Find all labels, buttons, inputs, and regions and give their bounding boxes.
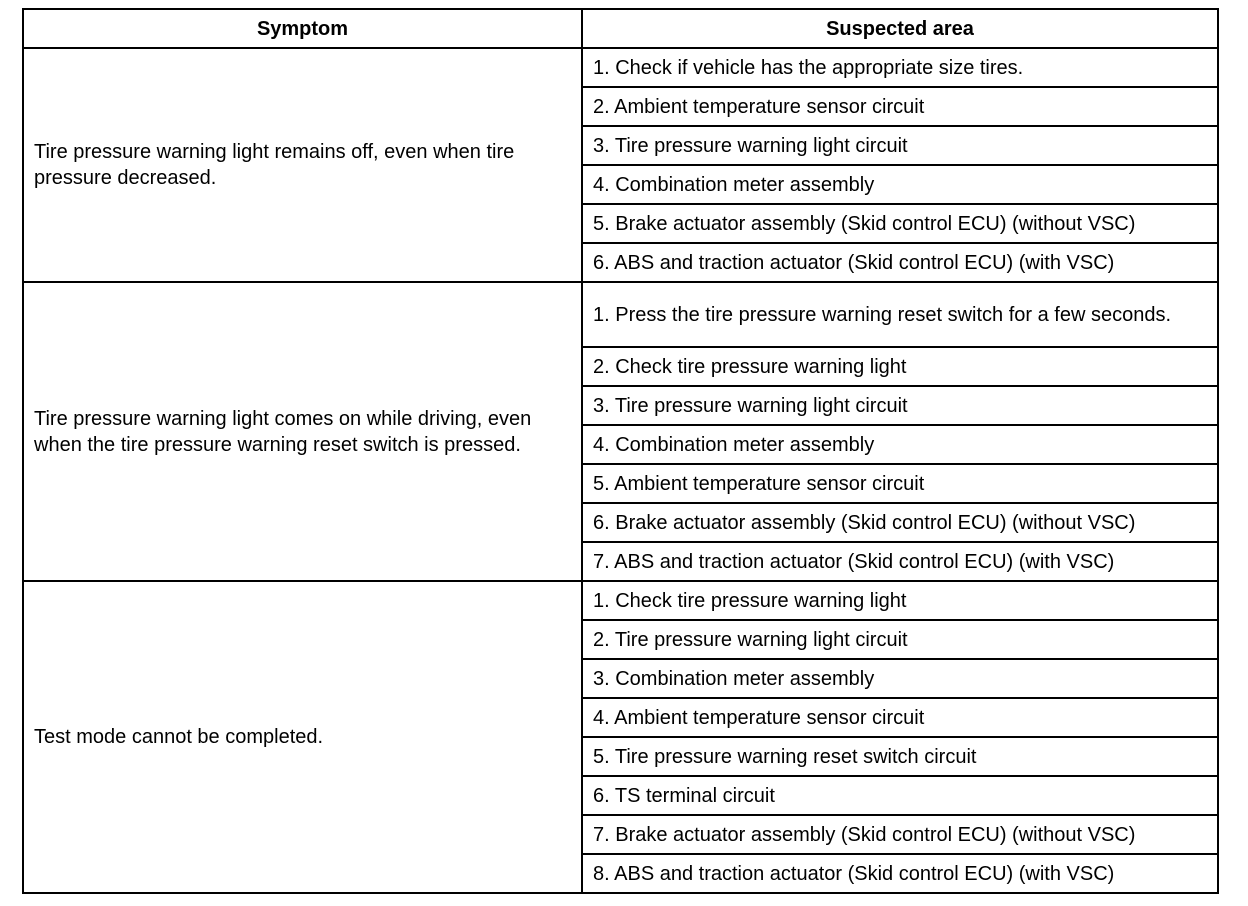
suspected-area-cell: 3. Tire pressure warning light circuit xyxy=(582,126,1218,165)
suspected-area-cell: 1. Check if vehicle has the appropriate size tires. xyxy=(582,48,1218,87)
suspected-area-cell: 3. Tire pressure warning light circuit xyxy=(582,386,1218,425)
suspected-area-cell: 7. ABS and traction actuator (Skid control ECU) (with VSC) xyxy=(582,542,1218,581)
suspected-area-cell: 6. ABS and traction actuator (Skid control ECU) (with VSC) xyxy=(582,243,1218,282)
suspected-area-cell: 2. Check tire pressure warning light xyxy=(582,347,1218,386)
suspected-area-cell: 5. Brake actuator assembly (Skid control ECU) (without VSC) xyxy=(582,204,1218,243)
suspected-area-cell: 1. Check tire pressure warning light xyxy=(582,581,1218,620)
suspected-area-cell: 3. Combination meter assembly xyxy=(582,659,1218,698)
suspected-area-cell: 1. Press the tire pressure warning reset switch for a few seconds. xyxy=(582,282,1218,347)
suspected-area-cell: 4. Ambient temperature sensor circuit xyxy=(582,698,1218,737)
suspected-area-cell: 2. Ambient temperature sensor circuit xyxy=(582,87,1218,126)
suspected-area-cell: 5. Tire pressure warning reset switch circuit xyxy=(582,737,1218,776)
table-row xyxy=(23,48,1218,87)
suspected-area-cell: 6. Brake actuator assembly (Skid control ECU) (without VSC) xyxy=(582,503,1218,542)
header-suspected-area: Suspected area xyxy=(582,9,1218,48)
symptom-cell: Test mode cannot be completed. xyxy=(23,581,582,893)
symptom-table xyxy=(22,8,1219,894)
suspected-area-cell: 5. Ambient temperature sensor circuit xyxy=(582,464,1218,503)
symptom-cell: Tire pressure warning light remains off, even when tire pressure decreased. xyxy=(23,48,582,282)
header-row xyxy=(23,9,1218,48)
suspected-area-cell: 4. Combination meter assembly xyxy=(582,425,1218,464)
table-row xyxy=(23,282,1218,347)
suspected-area-cell: 2. Tire pressure warning light circuit xyxy=(582,620,1218,659)
suspected-area-cell: 4. Combination meter assembly xyxy=(582,165,1218,204)
suspected-area-cell: 6. TS terminal circuit xyxy=(582,776,1218,815)
table-row xyxy=(23,581,1218,620)
symptom-cell: Tire pressure warning light comes on while driving, even when the tire pressure warning reset switch is pressed. xyxy=(23,282,582,581)
suspected-area-cell: 7. Brake actuator assembly (Skid control ECU) (without VSC) xyxy=(582,815,1218,854)
header-symptom: Symptom xyxy=(23,9,582,48)
suspected-area-cell: 8. ABS and traction actuator (Skid control ECU) (with VSC) xyxy=(582,854,1218,893)
